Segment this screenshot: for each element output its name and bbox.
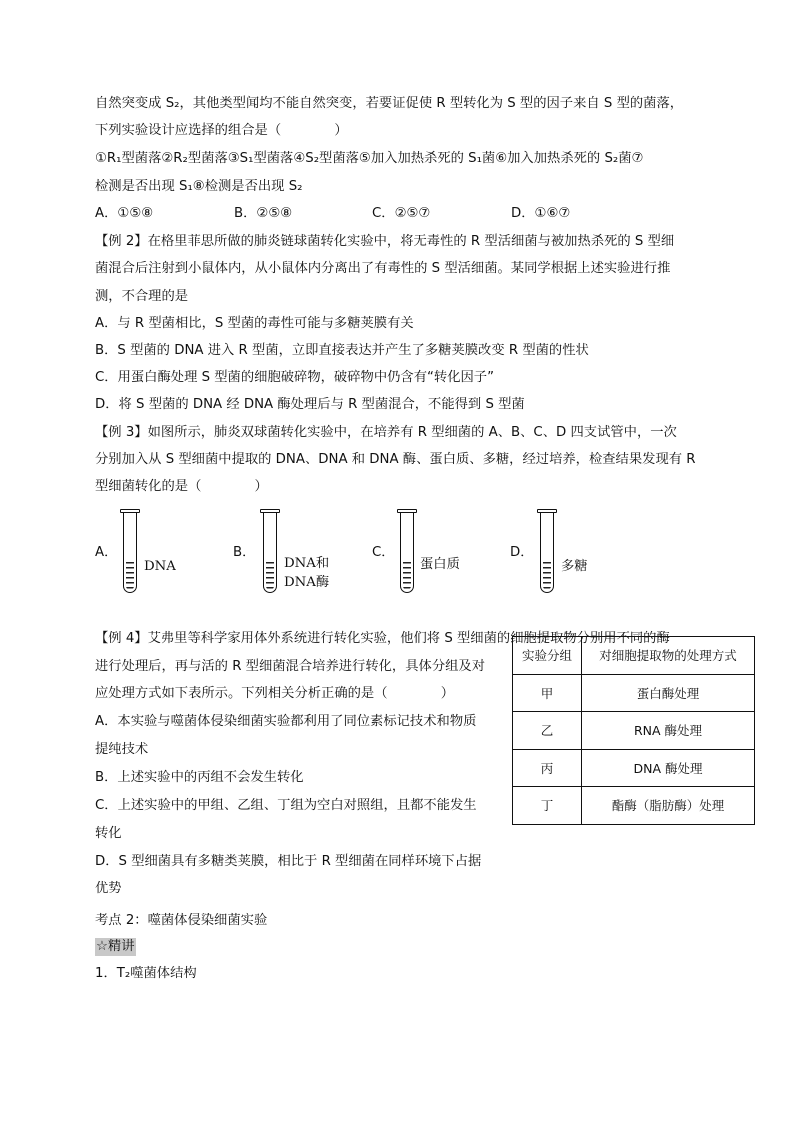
test-tube-c [372, 505, 482, 595]
q4-line-1: 【例 4】艾弗里等科学家用体外系统进行转化实验，他们将 S 型细菌的细胞提取物分别用不同的酶 [95, 631, 670, 646]
test-tube-icon [263, 513, 277, 593]
table-header-cell: 实验分组 [513, 637, 582, 675]
table-cell: 酯酶（脂肪酶）处理 [582, 787, 755, 825]
table-cell: 蛋白酶处理 [582, 674, 755, 712]
q1-option-c: C．②⑤⑦ [372, 206, 431, 221]
q1-line-3: ①R₁型菌落②R₂型菌落③S₁型菌落④S₂型菌落⑤加入加热杀死的 S₁菌⑥加入加热杀死的 S₂菌⑦ [95, 151, 644, 166]
test-tube-icon [540, 513, 554, 593]
table-cell: DNA 酶处理 [582, 749, 755, 787]
tube-letter-a: A． [95, 545, 118, 560]
q2-option-a: A．与 R 型菌相比，S 型菌的毒性可能与多糖荚膜有关 [95, 316, 414, 331]
table-row [513, 712, 755, 750]
test-tube-icon [400, 513, 414, 593]
tube-letter-c: C． [372, 545, 395, 560]
table-cell: 丁 [513, 787, 582, 825]
section-tag: ☆精讲 [96, 939, 135, 954]
q2-line-1: 【例 2】在格里菲思所做的肺炎链球菌转化实验中，将无毒性的 R 型活细菌与被加热杀死的 S 型细 [95, 234, 675, 249]
q1-option-a: A．①⑤⑧ [95, 206, 154, 221]
q4-option-a-2: 提纯技术 [95, 742, 149, 757]
q4-line-2: 进行处理后，再与活的 R 型细菌混合培养进行转化，具体分组及对 [95, 659, 486, 674]
tube-label-d: 多糖 [561, 559, 588, 574]
section-title: 考点 2：噬菌体侵染细菌实验 [95, 913, 268, 928]
treatment-table [512, 636, 755, 825]
q1-line-2: 下列实验设计应选择的组合是（ ） [95, 123, 348, 138]
table-cell: RNA 酶处理 [582, 712, 755, 750]
q1-option-d: D．①⑥⑦ [511, 206, 571, 221]
q3-line-1: 【例 3】如图所示，肺炎双球菌转化实验中，在培养有 R 型细菌的 A、B、C、D 四支试管中，一次 [95, 425, 677, 440]
table-cell: 丙 [513, 749, 582, 787]
table-cell: 甲 [513, 674, 582, 712]
q1-line-4: 检测是否出现 S₁⑧检测是否出现 S₂ [95, 179, 303, 194]
tube-label-a: DNA [144, 559, 176, 574]
table-header-row [513, 637, 755, 675]
q2-line-3: 测，不合理的是 [95, 289, 189, 304]
q4-option-c-2: 转化 [95, 826, 122, 841]
tube-label-b-2: DNA酶 [284, 575, 330, 590]
section-item: 1．T₂噬菌体结构 [95, 966, 197, 981]
table-row [513, 674, 755, 712]
tube-letter-d: D． [510, 545, 534, 560]
tube-letter-b: B． [233, 545, 256, 560]
q4-option-d-1: D．S 型细菌具有多糖类荚膜，相比于 R 型细菌在同样环境下占据 [95, 854, 482, 869]
test-tube-a [95, 505, 205, 595]
table-cell: 乙 [513, 712, 582, 750]
q3-line-3: 型细菌转化的是（ ） [95, 479, 268, 494]
q1-line-1: 自然突变成 S₂，其他类型闻均不能自然突变，若要证促使 R 型转化为 S 型的因子来自 S 型的菌落， [95, 96, 684, 111]
test-tube-d [510, 505, 610, 595]
q2-option-b: B．S 型菌的 DNA 进入 R 型菌，立即直接表达并产生了多糖荚膜改变 R 型菌的性状 [95, 343, 589, 358]
tube-label-b-1: DNA和 [284, 556, 330, 571]
q3-line-2: 分别加入从 S 型细菌中提取的 DNA、DNA 和 DNA 酶、蛋白质、多糖，经过培养，检查结果发现有 R [95, 452, 696, 467]
q2-option-c: C．用蛋白酶处理 S 型菌的细胞破碎物，破碎物中仍含有“转化因子” [95, 370, 494, 385]
table-row [513, 787, 755, 825]
q1-option-b: B．②⑤⑧ [234, 206, 293, 221]
tube-label-c: 蛋白质 [420, 557, 460, 572]
q2-option-d: D．将 S 型菌的 DNA 经 DNA 酶处理后与 R 型菌混合，不能得到 S 型菌 [95, 397, 525, 412]
q4-option-d-2: 优势 [95, 881, 122, 896]
q4-option-c-1: C．上述实验中的甲组、乙组、丁组为空白对照组，且都不能发生 [95, 798, 477, 813]
test-tube-icon [123, 513, 137, 593]
table-row [513, 749, 755, 787]
q4-line-3: 应处理方式如下表所示。下列相关分析正确的是（ ） [95, 686, 455, 701]
q2-line-2: 菌混合后注射到小鼠体内，从小鼠体内分离出了有毒性的 S 型活细菌。某同学根据上述实验进行推 [95, 261, 671, 276]
test-tube-b [233, 505, 353, 595]
q4-option-a-1: A．本实验与噬菌体侵染细菌实验都利用了同位素标记技术和物质 [95, 714, 477, 729]
q4-option-b: B．上述实验中的丙组不会发生转化 [95, 770, 304, 785]
table-header-cell: 对细胞提取物的处理方式 [582, 637, 755, 675]
